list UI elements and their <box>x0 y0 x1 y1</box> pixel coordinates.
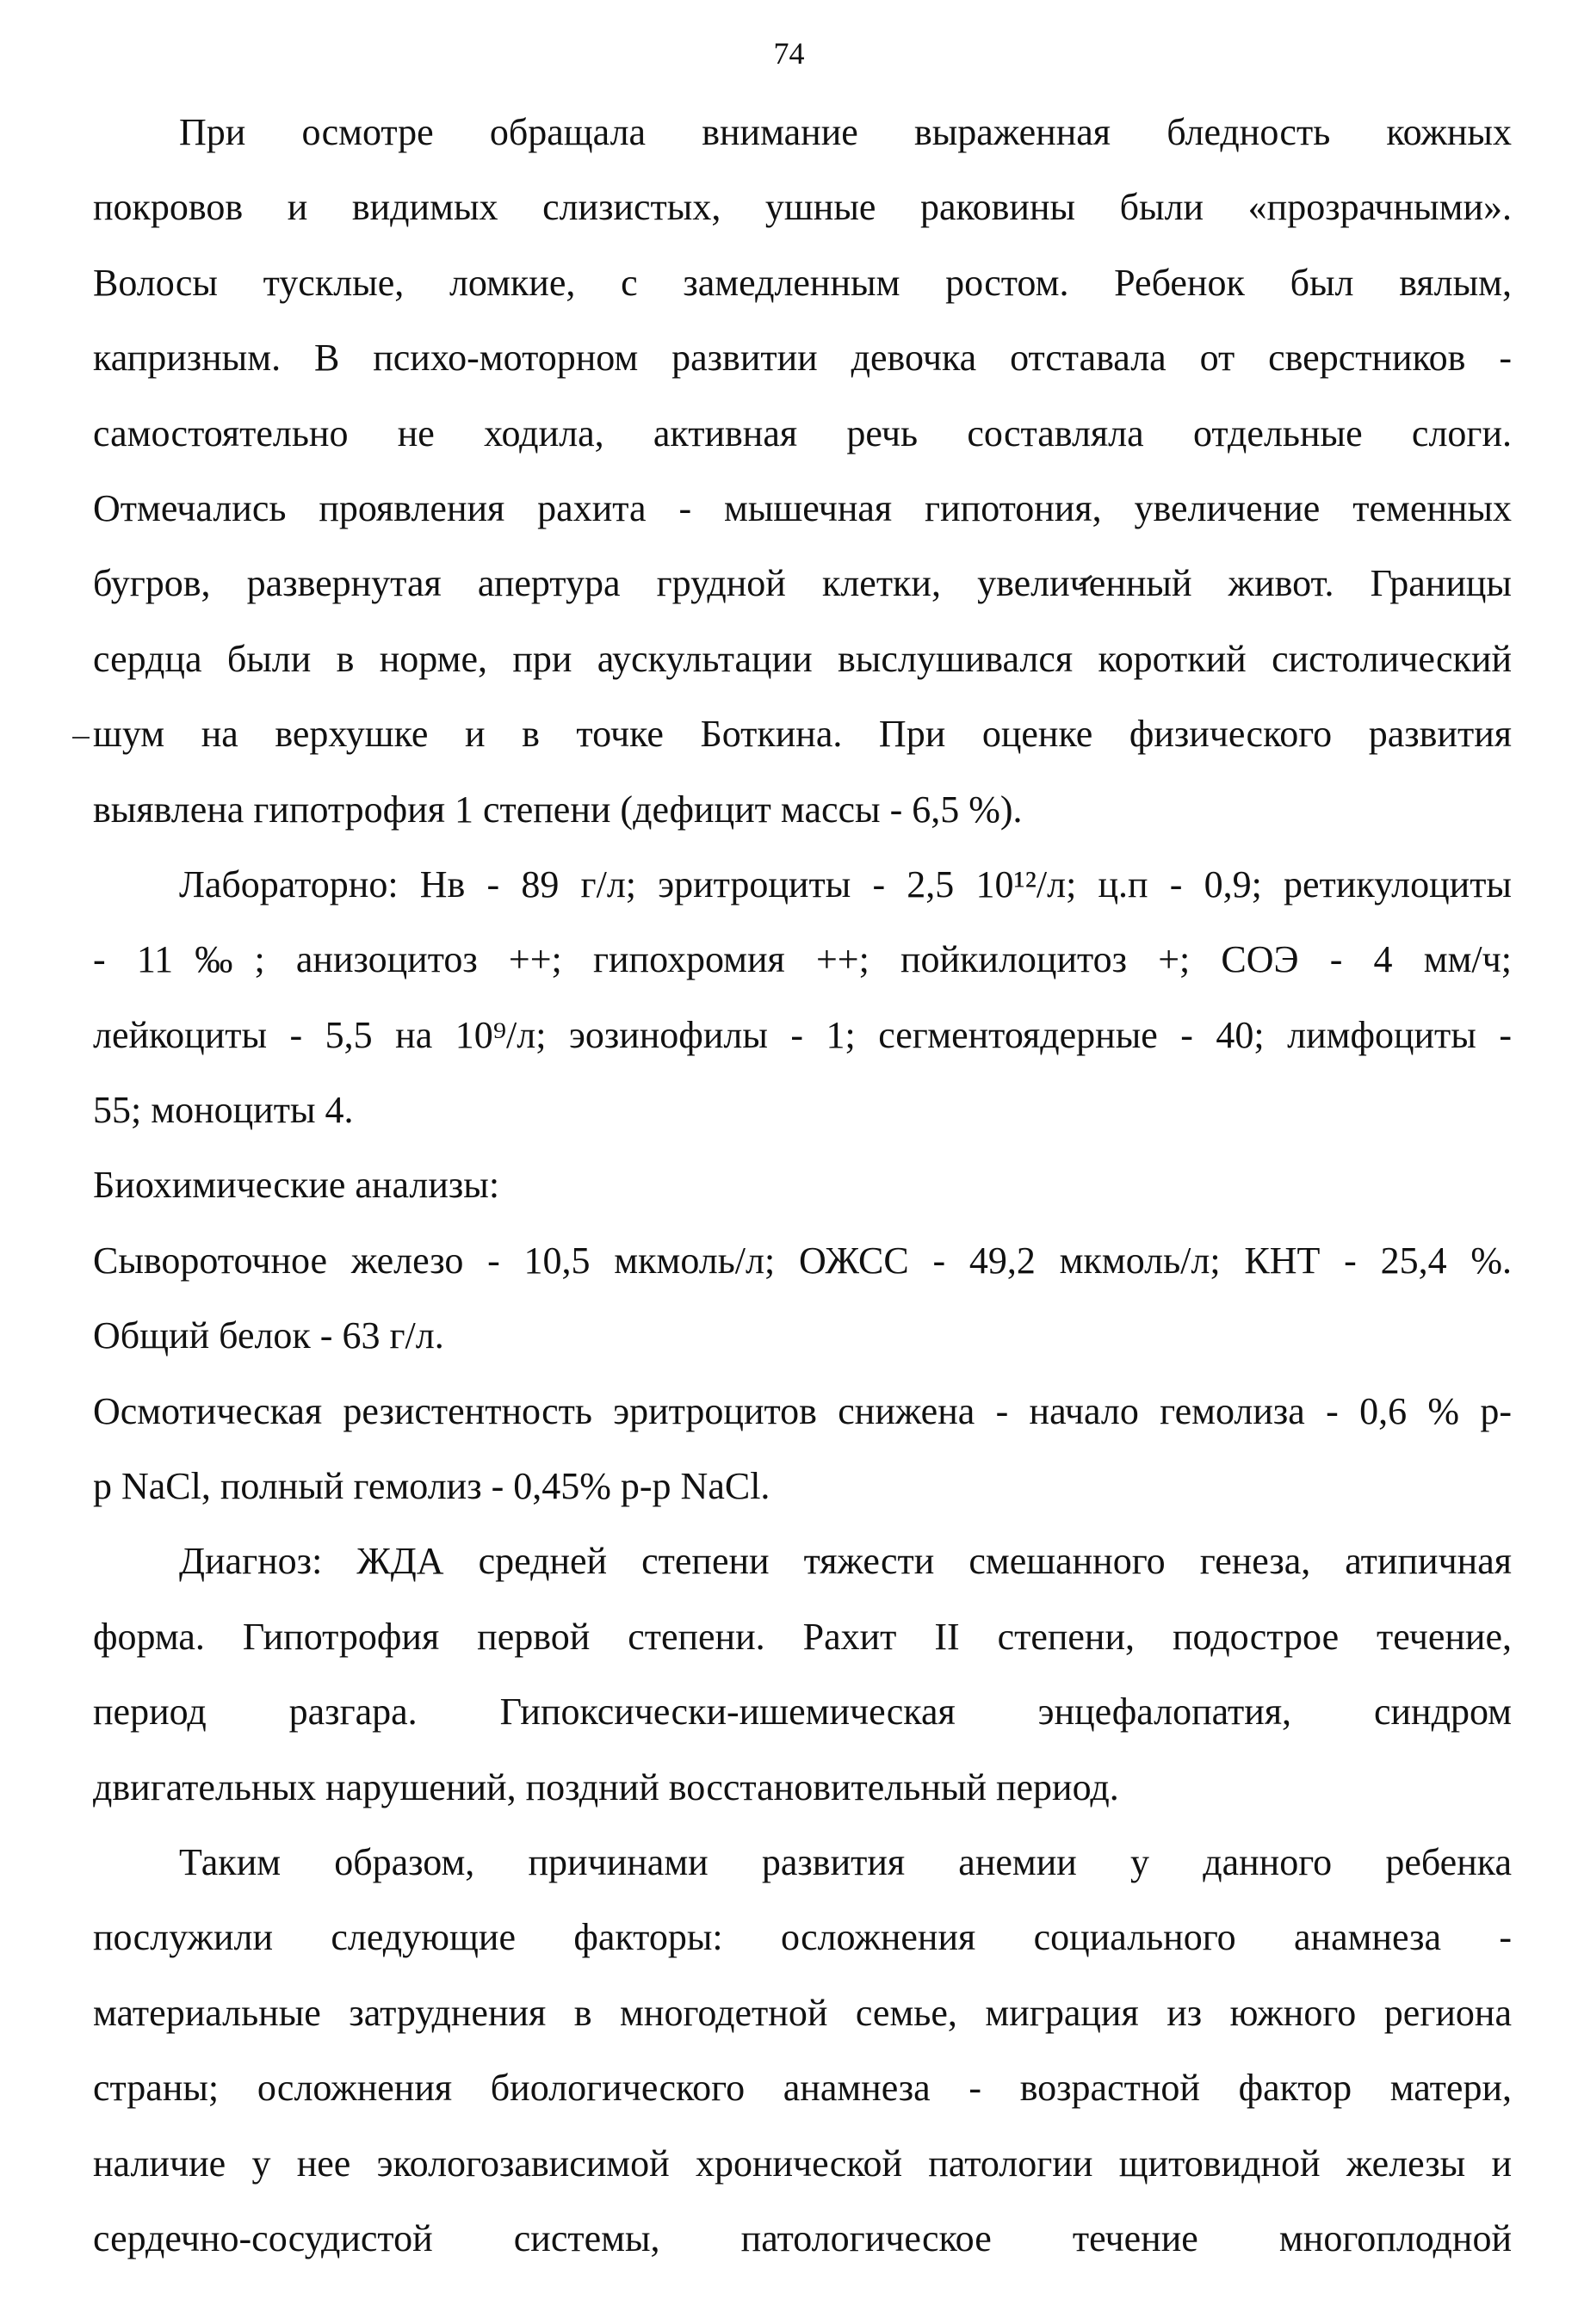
text-line: шум на верхушке и в точке Боткина. При оценке физического развития <box>93 713 1512 756</box>
text-line: Волосы тусклые, ломкие, с замедленным ростом. Ребенок был вялым, <box>93 261 1512 304</box>
text-line: Общий белок - 63 г/л. <box>93 1314 444 1357</box>
text-line: - 11‰; анизоцитоз ++; гипохромия ++; пойкилоцитоз +; СОЭ - 4 мм/ч; <box>93 938 1512 981</box>
text-line: 55; моноциты 4. <box>93 1089 354 1132</box>
text-line: Лабораторно: Нв - 89 г/л; эритроциты - 2,5 10¹²/л; ц.п - 0,9; ретикулоциты <box>179 862 1512 905</box>
text-line: Таким образом, причинами развития анемии у данного ребенка <box>179 1840 1512 1883</box>
text-line: При осмотре обращала внимание выраженная бледность кожных <box>179 111 1512 153</box>
text-line: наличие у нее экологозависимой хронической патологии щитовидной железы и <box>93 2142 1512 2185</box>
margin-dash <box>72 737 90 739</box>
text-line: материальные затруднения в многодетной семье, миграция из южного региона <box>93 1991 1512 2034</box>
text-line: двигательных нарушений, поздний восстановительный период. <box>93 1765 1119 1808</box>
text-line: бугров, развернутая апертура грудной клетки, увеличенный живот. Границы <box>93 562 1512 605</box>
text-line: сердца были в норме, при аускультации выслушивался короткий систолический <box>93 637 1512 680</box>
text-line: самостоятельно не ходила, активная речь составляла отдельные слоги. <box>93 411 1512 454</box>
text-line: сердечно-сосудистой системы, патологическое течение многоплодной <box>93 2216 1512 2259</box>
text-line: выявлена гипотрофия 1 степени (дефицит массы - 6,5 %). <box>93 788 1023 831</box>
text-line: страны; осложнения биологического анамнеза - возрастной фактор матери, <box>93 2067 1512 2110</box>
text-line: Диагноз: ЖДА средней степени тяжести смешанного генеза, атипичная <box>179 1540 1512 1583</box>
text-line: Сывороточное железо - 10,5 мкмоль/л; ОЖСС - 49,2 мкмоль/л; КНТ - 25,4 %. <box>93 1239 1512 1282</box>
text-line: Отмечались проявления рахита - мышечная гипотония, увеличение теменных <box>93 486 1512 529</box>
text-line: капризным. В психо-моторном развитии девочка отставала от сверстников - <box>93 337 1512 380</box>
text-line: послужили следующие факторы: осложнения социального анамнеза - <box>93 1916 1512 1959</box>
text-line: покровов и видимых слизистых, ушные раковины были «прозрачными». <box>93 186 1512 229</box>
text-line: лейкоциты - 5,5 на 10⁹/л; эозинофилы - 1; сегментоядерные - 40; лимфоциты - <box>93 1013 1512 1056</box>
page-number: 74 <box>773 36 805 71</box>
text-line: Осмотическая резистентность эритроцитов снижена - начало гемолиза - 0,6 % р- <box>93 1389 1512 1432</box>
document-body <box>93 95 1512 2276</box>
text-line: форма. Гипотрофия первой степени. Рахит II степени, подострое течение, <box>93 1615 1512 1658</box>
text-line: Биохимические анализы: <box>93 1164 500 1207</box>
text-line: р NaCl, полный гемолиз - 0,45% р-р NaCl. <box>93 1465 770 1508</box>
text-line: период разгара. Гипоксически-ишемическая энцефалопатия, синдром <box>93 1690 1512 1734</box>
